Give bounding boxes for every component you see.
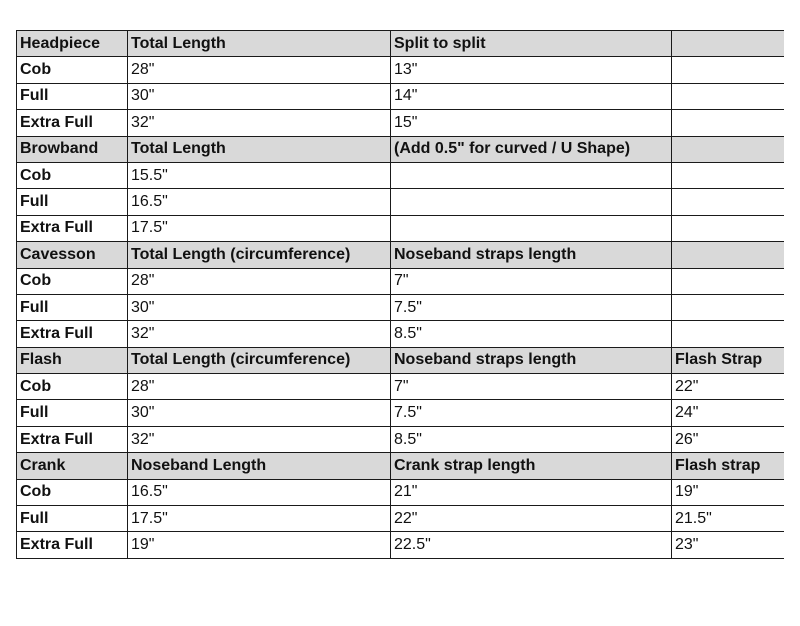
section-header-row <box>17 347 784 373</box>
column-header <box>672 136 784 162</box>
section-title-headpiece: Headpiece <box>17 31 128 57</box>
table-cell <box>672 268 784 294</box>
table-cell: 30" <box>128 400 391 426</box>
size-label: Extra Full <box>17 321 128 347</box>
column-header: Total Length <box>128 31 391 57</box>
table-row <box>17 506 784 532</box>
table-cell <box>672 189 784 215</box>
column-header <box>672 242 784 268</box>
table-cell: 26" <box>672 426 784 452</box>
table-row <box>17 215 784 241</box>
size-label: Full <box>17 294 128 320</box>
table-cell: 28" <box>128 374 391 400</box>
column-header: Noseband straps length <box>391 242 672 268</box>
table-cell <box>672 110 784 136</box>
size-label: Cob <box>17 57 128 83</box>
table-cell: 24" <box>672 400 784 426</box>
table-cell: 23" <box>672 532 784 558</box>
table-cell: 22" <box>391 506 672 532</box>
column-header: Crank strap length <box>391 453 672 479</box>
bridle-size-chart <box>16 30 784 559</box>
table-cell: 15.5" <box>128 162 391 188</box>
table-cell: 16.5" <box>128 189 391 215</box>
table-cell: 7" <box>391 374 672 400</box>
section-title-flash: Flash <box>17 347 128 373</box>
table-row <box>17 479 784 505</box>
table-cell: 32" <box>128 110 391 136</box>
size-label: Extra Full <box>17 426 128 452</box>
table-cell: 8.5" <box>391 321 672 347</box>
table-cell: 28" <box>128 268 391 294</box>
table-cell: 21" <box>391 479 672 505</box>
section-header-row <box>17 242 784 268</box>
table-row <box>17 83 784 109</box>
table-row <box>17 57 784 83</box>
table-row <box>17 400 784 426</box>
table-cell <box>391 215 672 241</box>
table-cell: 7.5" <box>391 400 672 426</box>
table-row <box>17 110 784 136</box>
table-cell: 30" <box>128 294 391 320</box>
table-cell <box>672 57 784 83</box>
table-cell <box>672 162 784 188</box>
column-header: Noseband Length <box>128 453 391 479</box>
table-cell: 7.5" <box>391 294 672 320</box>
table-row <box>17 532 784 558</box>
table-cell: 32" <box>128 426 391 452</box>
table-cell: 19" <box>672 479 784 505</box>
column-header: Noseband straps length <box>391 347 672 373</box>
size-label: Extra Full <box>17 110 128 136</box>
table-cell: 7" <box>391 268 672 294</box>
table-cell <box>672 321 784 347</box>
column-header: Split to split <box>391 31 672 57</box>
column-header: Flash strap <box>672 453 784 479</box>
column-header: Total Length (circumference) <box>128 347 391 373</box>
table-cell: 13" <box>391 57 672 83</box>
table-cell <box>672 83 784 109</box>
column-header: (Add 0.5" for curved / U Shape) <box>391 136 672 162</box>
table-cell: 8.5" <box>391 426 672 452</box>
size-label: Cob <box>17 479 128 505</box>
section-header-row <box>17 453 784 479</box>
size-label: Extra Full <box>17 532 128 558</box>
table-cell: 30" <box>128 83 391 109</box>
table-cell: 32" <box>128 321 391 347</box>
table-row <box>17 162 784 188</box>
table-cell: 19" <box>128 532 391 558</box>
table-cell: 28" <box>128 57 391 83</box>
table-cell <box>391 189 672 215</box>
table-cell: 17.5" <box>128 506 391 532</box>
table-cell <box>672 294 784 320</box>
section-title-cavesson: Cavesson <box>17 242 128 268</box>
section-title-crank: Crank <box>17 453 128 479</box>
table-row <box>17 374 784 400</box>
table-cell: 15" <box>391 110 672 136</box>
table-row <box>17 294 784 320</box>
table-cell: 21.5" <box>672 506 784 532</box>
size-label: Full <box>17 506 128 532</box>
size-label: Cob <box>17 268 128 294</box>
size-label: Full <box>17 189 128 215</box>
column-header: Total Length (circumference) <box>128 242 391 268</box>
table-row <box>17 268 784 294</box>
column-header: Flash Strap <box>672 347 784 373</box>
size-table <box>16 30 784 559</box>
size-label: Full <box>17 400 128 426</box>
size-label: Cob <box>17 374 128 400</box>
table-cell: 16.5" <box>128 479 391 505</box>
table-cell <box>672 215 784 241</box>
table-cell <box>391 162 672 188</box>
table-row <box>17 426 784 452</box>
table-cell: 22" <box>672 374 784 400</box>
table-cell: 17.5" <box>128 215 391 241</box>
table-row <box>17 321 784 347</box>
column-header <box>672 31 784 57</box>
column-header: Total Length <box>128 136 391 162</box>
section-header-row <box>17 136 784 162</box>
section-header-row <box>17 31 784 57</box>
size-label: Extra Full <box>17 215 128 241</box>
table-row <box>17 189 784 215</box>
table-cell: 22.5" <box>391 532 672 558</box>
section-title-browband: Browband <box>17 136 128 162</box>
size-label: Full <box>17 83 128 109</box>
size-label: Cob <box>17 162 128 188</box>
table-cell: 14" <box>391 83 672 109</box>
